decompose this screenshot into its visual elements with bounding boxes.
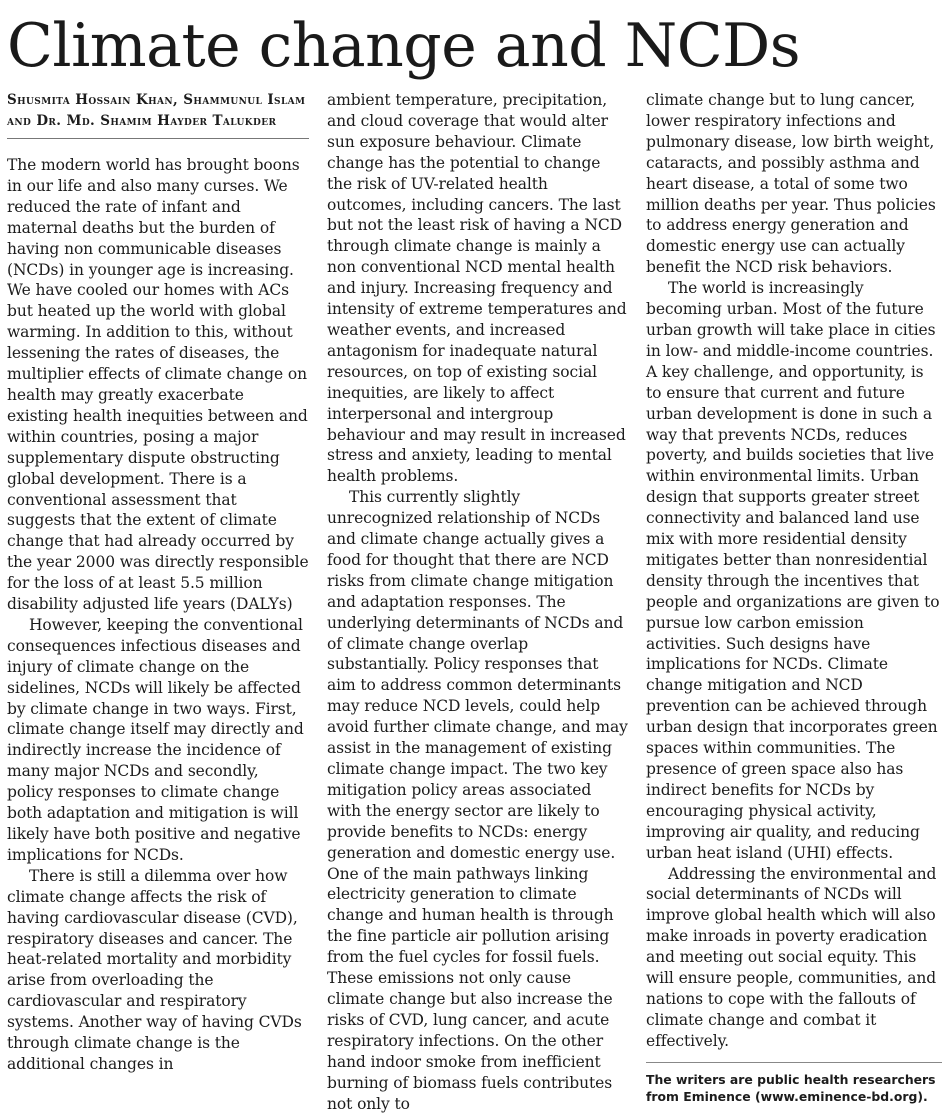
column-3 (646, 90, 942, 1105)
paragraph: Addressing the environmental and social determinants of NCDs will improve global health which will also make inroads in poverty eradication and meeting out social equity. This will ensure people, communities, and nations to cope with the fallouts of climate change and combat it effectively. (646, 864, 937, 1050)
paragraph: ambient temperature, precipitation, and cloud coverage that would alter sun exposure behaviour. Climate change has the potential to change the risk of UV-related health outcomes, including cancers. The last but not the least risk of having a NCD through climate change is mainly a non conventional NCD mental health and injury. Increasing frequency and intensity of extreme temperatures and weather events, and increased antagonism for inadequate natural resources, on top of existing social inequities, are likely to affect interpersonal and intergroup behaviour and may result in increased stress and anxiety, leading to mental health problems. (327, 91, 627, 486)
paragraph: The modern world has brought boons in our life and also many curses. We reduced the rate of infant and maternal deaths but the burden of having non communicable diseases (NCDs) in younger age is increasing. We have cooled our homes with ACs but heated up the world with global warming. In addition to this, without lessening the rates of diseases, the multiplier effects of climate change on health may greatly exacerbate existing health inequities between and within countries, posing a major supplementary dispute obstructing global development. There is a conventional assessment that suggests that the extent of climate change that had already occurred by the year 2000 was directly responsible for the loss of at least 5.5 million disability adjusted life years (DALYs) (7, 156, 309, 614)
column-1 (7, 90, 309, 1075)
paragraph: climate change but to lung cancer, lower respiratory infections and pulmonary disease, low birth weight, cataracts, and possibly asthma and heart disease, a total of some two million deaths per year. Thus policies to address energy generation and domestic energy use can actually benefit the NCD risk behaviors. (646, 91, 936, 277)
headline: Climate change and NCDs (7, 11, 800, 81)
author-note: The writers are public health researchers from Eminence (www.eminence-bd.org). (646, 1062, 942, 1105)
byline: Shusmita Hossain Khan, Shammunul Islam and Dr. Md. Shamim Hayder Talukder (7, 90, 309, 139)
paragraph: This currently slightly unrecognized relationship of NCDs and climate change actually gives a food for thought that there are NCD risks from climate change mitigation and adaptation responses. The underlying determinants of NCDs and of climate change overlap substantially. Policy responses that aim to address common determinants may reduce NCD levels, could help avoid further climate change, and may assist in the management of existing climate change impact. The two key mitigation policy areas associated with the energy sector are likely to provide benefits to NCDs: energy generation and domestic energy use. One of the main pathways linking electricity generation to climate change and human health is through the fine particle air pollution arising from the fuel cycles for fossil fuels. These emissions not only cause climate change but also increase the risks of CVD, lung cancer, and acute respiratory infections. On the other hand indoor smoke from inefficient burning of biomass fuels contributes not only to (327, 488, 628, 1113)
paragraph: There is still a dilemma over how climate change affects the risk of having cardiovascular disease (CVD), respiratory diseases and cancer. The heat-related mortality and morbidity arise from overloading the cardiovascular and respiratory systems. Another way of having CVDs through climate change is the additional changes in (7, 866, 302, 1073)
paragraph: However, keeping the conventional consequences infectious diseases and injury of climate change on the sidelines, NCDs will likely be affected by climate change in two ways. First, climate change itself may directly and indirectly increase the incidence of many major NCDs and secondly, policy responses to climate change both adaptation and mitigation is will likely have both positive and negative implications for NCDs. (7, 615, 304, 864)
column-2 (327, 90, 629, 1114)
paragraph: The world is increasingly becoming urban. Most of the future urban growth will take place in cities in low- and middle-income countries. A key challenge, and opportunity, is to ensure that current and future urban development is done in such a way that prevents NCDs, reduces poverty, and builds societies that live within environmental limits. Urban design that supports greater street connectivity and balanced land use mix with more residential density mitigates better than nonresidential density through the incentives that people and organizations are given to pursue low carbon emission activities. Such designs have implications for NCDs. Climate change mitigation and NCD prevention can be achieved through urban design that incorporates green spaces within communities. The presence of green space also has indirect benefits for NCDs by encouraging physical activity, improving air quality, and reducing urban heat island (UHI) effects. (646, 279, 940, 862)
